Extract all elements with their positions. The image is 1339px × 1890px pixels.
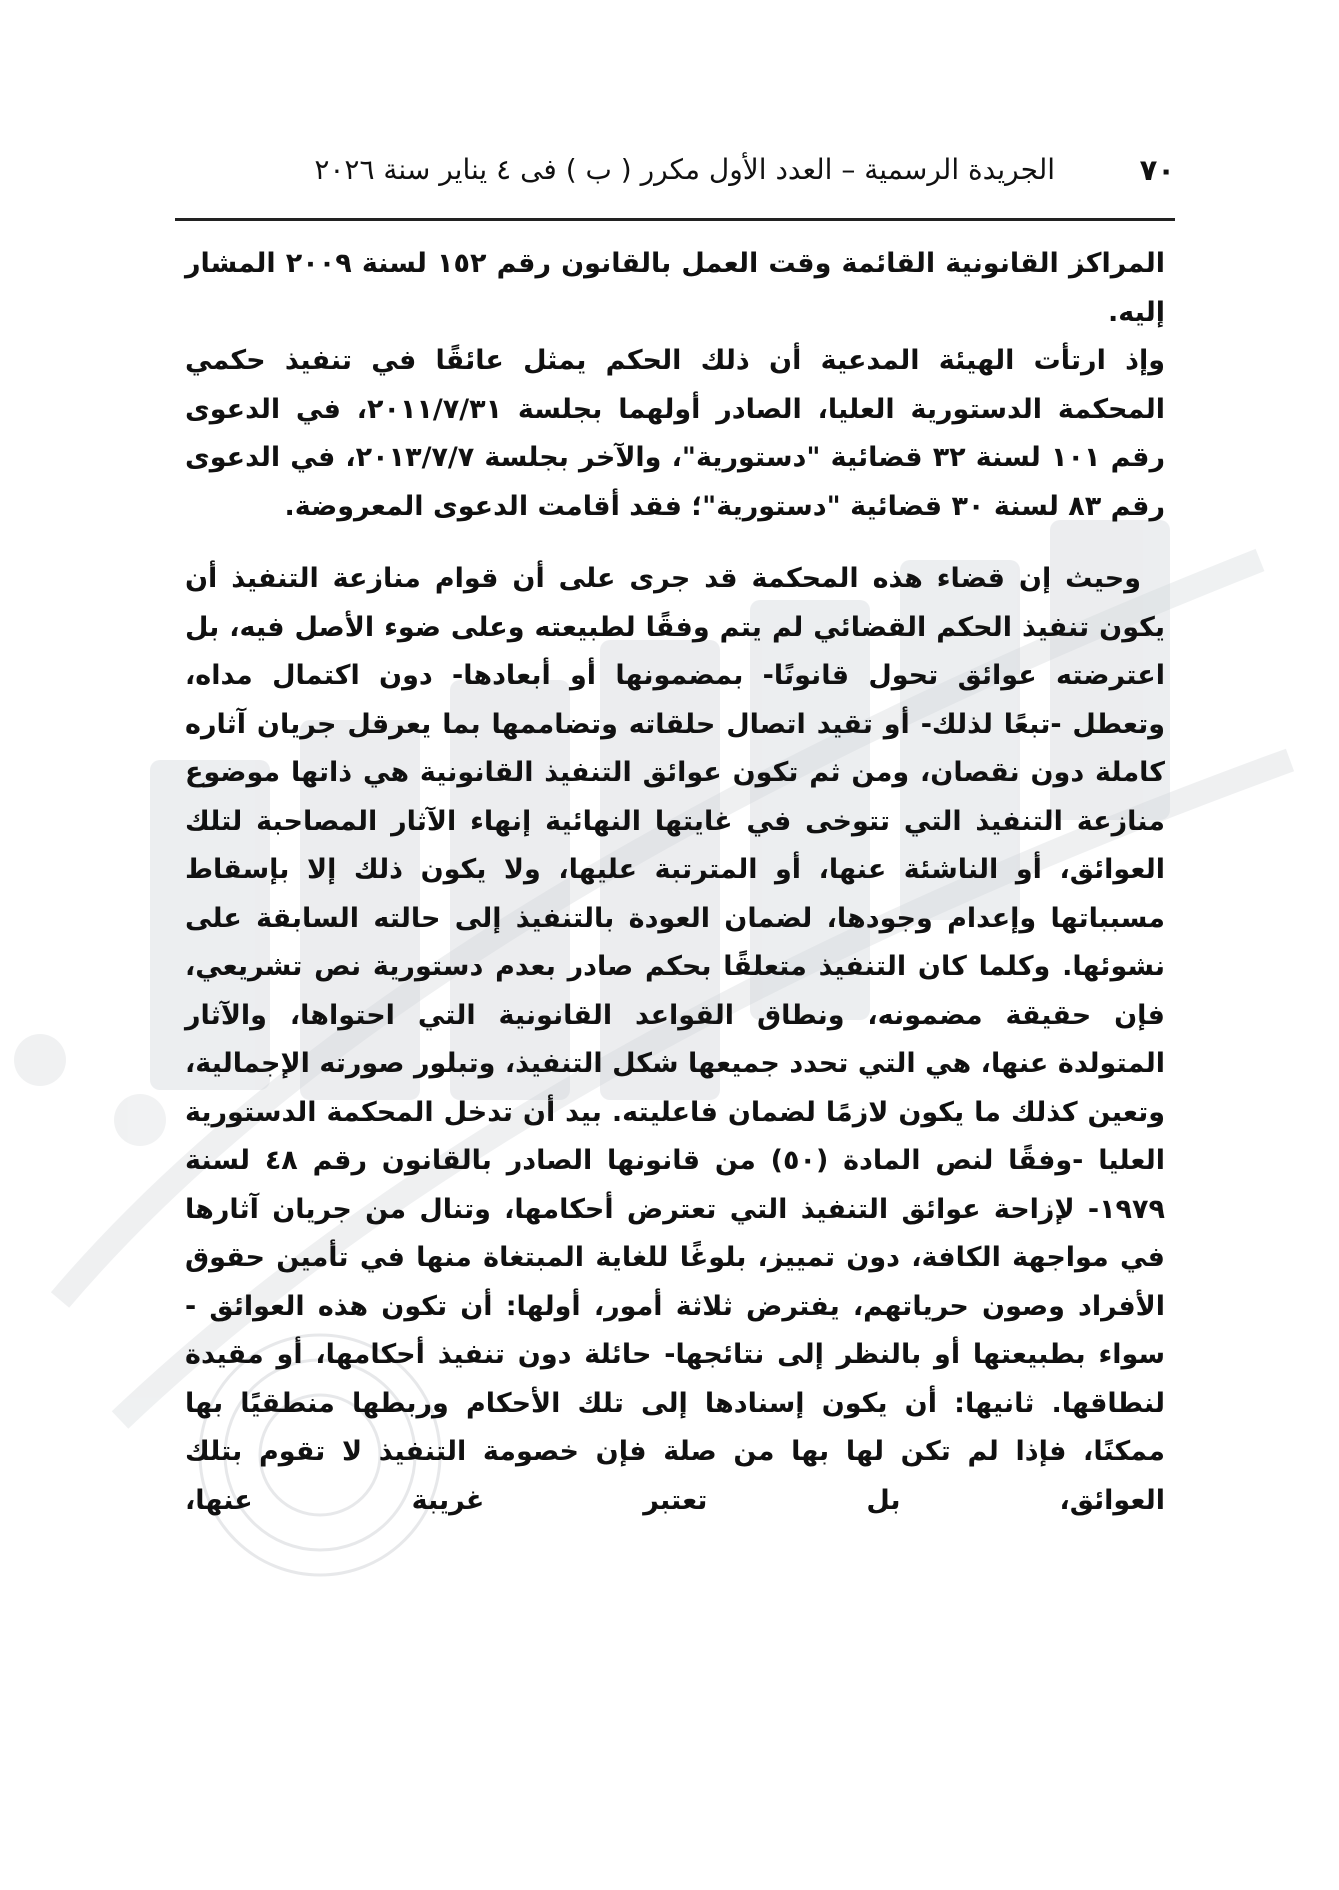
paragraph-1: المراكز القانونية القائمة وقت العمل بالقانون رقم ١٥٢ لسنة ٢٠٠٩ المشار إليه.	[185, 248, 1165, 328]
paragraph-3: وحيث إن قضاء هذه المحكمة قد جرى على أن قوام منازعة التنفيذ أن يكون تنفيذ الحكم القضائي لم يتم وفقًا لطبيعته وعلى ضوء الأصل فيه، بل اعترضته عوائق تحول قانونًا- بمضمونها أو أبعادها- دون اكتمال مداه، وتعطل -تبعًا لذلك- أو تقيد اتصال حلقاته وتضاممها بما يعرقل جريان آثاره كاملة دون نقصان، ومن ثم تكون عوائق التنفيذ القانونية هي ذاتها موضوع منازعة التنفيذ التي تتوخى في غايتها النهائية إنهاء الآثار المصاحبة لتلك العوائق، أو الناشئة عنها، أو المترتبة عليها، ولا يكون ذلك إلا بإسقاط مسبباتها وإعدام وجودها، لضمان العودة بالتنفيذ إلى حالته السابقة على نشوئها. وكلما كان التنفيذ متعلقًا بحكم صادر بعدم دستورية نص تشريعي، فإن حقيقة مضمونه، ونطاق القواعد القانونية التي احتواها، والآثار المتولدة عنها، هي التي تحدد جميعها شكل التنفيذ، وتبلور صورته الإجمالية، وتعين كذلك ما يكون لازمًا لضمان فاعليته. بيد أن تدخل المحكمة الدستورية العليا -وفقًا لنص المادة (٥٠) من قانونها الصادر بالقانون رقم ٤٨ لسنة ١٩٧٩- لإزاحة عوائق التنفيذ التي تعترض أحكامها، وتنال من جريان آثارها في مواجهة الكافة، دون تمييز، بلوغًا للغاية المبتغاة منها في تأمين حقوق الأفراد وصون حرياتهم، يفترض ثلاثة أمور، أولها: أن تكون هذه العوائق - سواء بطبيعتها أو بالنظر إلى نتائجها- حائلة دون تنفيذ أحكامها، أو مقيدة لنطاقها. ثانيها: أن يكون إسنادها إلى تلك الأحكام وربطها منطقيًا بها ممكنًا، فإذا لم تكن لها بها من صلة فإن خصومة التنفيذ لا تقوم بتلك العوائق، بل تعتبر غريبة عنها،	[185, 563, 1166, 1516]
document-body	[185, 240, 1165, 1525]
header-divider	[175, 218, 1175, 221]
page-header	[175, 150, 1175, 206]
paragraph-2: وإذ ارتأت الهيئة المدعية أن ذلك الحكم يمثل عائقًا في تنفيذ حكمي المحكمة الدستورية العليا، الصادر أولهما بجلسة ٢٠١١/٧/٣١، في الدعوى رقم ١٠١ لسنة ٣٢ قضائية "دستورية"، والآخر بجلسة ٢٠١٣/٧/٧، في الدعوى رقم ٨٣ لسنة ٣٠ قضائية "دستورية"؛ فقد أقامت الدعوى المعروضة.	[185, 345, 1165, 522]
gazette-title: الجريدة الرسمية – العدد الأول مكرر ( ب ) فى ٤ يناير سنة ٢٠٢٦	[314, 153, 1055, 186]
page-number: ٧٠	[1139, 153, 1175, 187]
